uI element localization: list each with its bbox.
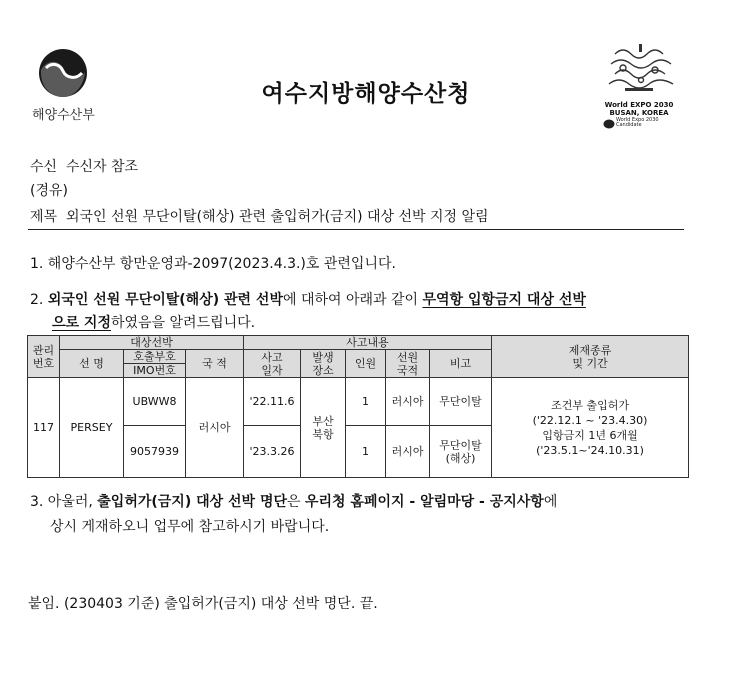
header-nationality: 국 적 <box>186 350 244 378</box>
p2-middle-text: 에 대하여 아래과 같이 <box>282 292 423 308</box>
p2-underlined-text-2: 으로 지정 <box>52 315 111 331</box>
p3-connector: 은 <box>287 494 305 510</box>
cell-persons-2: 1 <box>346 426 386 478</box>
recipient: 수신자 참조 <box>65 159 139 175</box>
subject-divider <box>28 229 684 230</box>
cell-sanction: 조건부 출입허가 ('22.12.1 ~ '23.4.30) 입항금지 1년 6개월 ('23.5.1~'24.10.31) <box>492 378 689 478</box>
vessel-table <box>27 335 689 478</box>
header-target-vessel: 대상선박 <box>60 336 244 350</box>
paragraph-1: 1. 해양수산부 항만운영과-2097(2023.4.3.)호 관련입니다. <box>30 256 396 272</box>
cell-date-1: '22.11.6 <box>244 378 301 426</box>
subject: 외국인 선원 무단이탈(해상) 관련 출입허가(금지) 대상 선박 지정 알림 <box>65 209 489 225</box>
cell-persons-1: 1 <box>346 378 386 426</box>
expo-subcaption: World Expo 2030 Candidate <box>616 117 659 128</box>
expo-badge-icon <box>603 119 615 129</box>
cell-nationality: 러시아 <box>186 378 244 478</box>
ministry-name: 해양수산부 <box>32 108 95 123</box>
header-sanction: 제재종류 및 기간 <box>492 336 689 378</box>
header-place: 발생 장소 <box>301 350 346 378</box>
subject-line <box>30 206 489 226</box>
p2-number: 2. <box>30 292 44 308</box>
cell-crew-nationality-1: 러시아 <box>386 378 430 426</box>
paragraph-2-line-1 <box>30 289 586 309</box>
cell-remarks-1: 무단이탈 <box>430 378 492 426</box>
cell-imo: 9057939 <box>124 426 186 478</box>
cell-remarks-2: 무단이탈 (해상) <box>430 426 492 478</box>
table-row <box>28 378 689 426</box>
header-crew-nationality: 선원 국적 <box>386 350 430 378</box>
p2-bold-text: 외국인 선원 무단이탈(해상) 관련 선박 <box>47 292 283 308</box>
attachment-line: 붙임. (230403 기준) 출입허가(금지) 대상 선박 명단. 끝. <box>28 596 378 612</box>
cell-ship-name: PERSEY <box>60 378 124 478</box>
paragraph-3-line-2: 상시 게재하오니 업무에 참고하시기 바랍니다. <box>50 519 330 535</box>
recipient-line <box>30 156 138 176</box>
paragraph-3-line-1 <box>30 491 557 511</box>
header-persons: 인원 <box>346 350 386 378</box>
cell-date-2: '23.3.26 <box>244 426 301 478</box>
p3-start: 3. 아울러, <box>30 494 98 510</box>
cell-crew-nationality-2: 러시아 <box>386 426 430 478</box>
p3-bold-1: 출입허가(금지) 대상 선박 명단 <box>97 494 287 510</box>
header-ship-name: 선 명 <box>60 350 124 378</box>
cell-no: 117 <box>28 378 60 478</box>
paragraph-2-line-2 <box>52 312 255 332</box>
recipient-label: 수신 <box>30 159 58 175</box>
cell-place: 부산 북항 <box>301 378 346 478</box>
subject-label: 제목 <box>30 209 58 225</box>
header-date: 사고 일자 <box>244 350 301 378</box>
expo-caption: World EXPO 2030 BUSAN, KOREA <box>604 101 674 117</box>
header-mgmt-no: 관리 번호 <box>28 336 60 378</box>
p3-bold-2: 우리청 홈페이지 - 알림마당 - 공지사항 <box>304 494 544 510</box>
cell-call-sign: UBWW8 <box>124 378 186 426</box>
via-line: (경유) <box>30 183 68 199</box>
header-remarks: 비고 <box>430 350 492 378</box>
agency-title: 여수지방해양수산청 <box>261 81 471 107</box>
header-call-sign: 호출부호 <box>124 350 186 364</box>
p2-end-text: 하였음을 알려드립니다. <box>110 315 256 331</box>
p3-end: 에 <box>543 494 558 510</box>
p2-underlined-text-1: 무역항 입항금지 대상 선박 <box>422 292 586 308</box>
header-incident: 사고내용 <box>244 336 492 350</box>
header-imo: IMO번호 <box>124 364 186 378</box>
